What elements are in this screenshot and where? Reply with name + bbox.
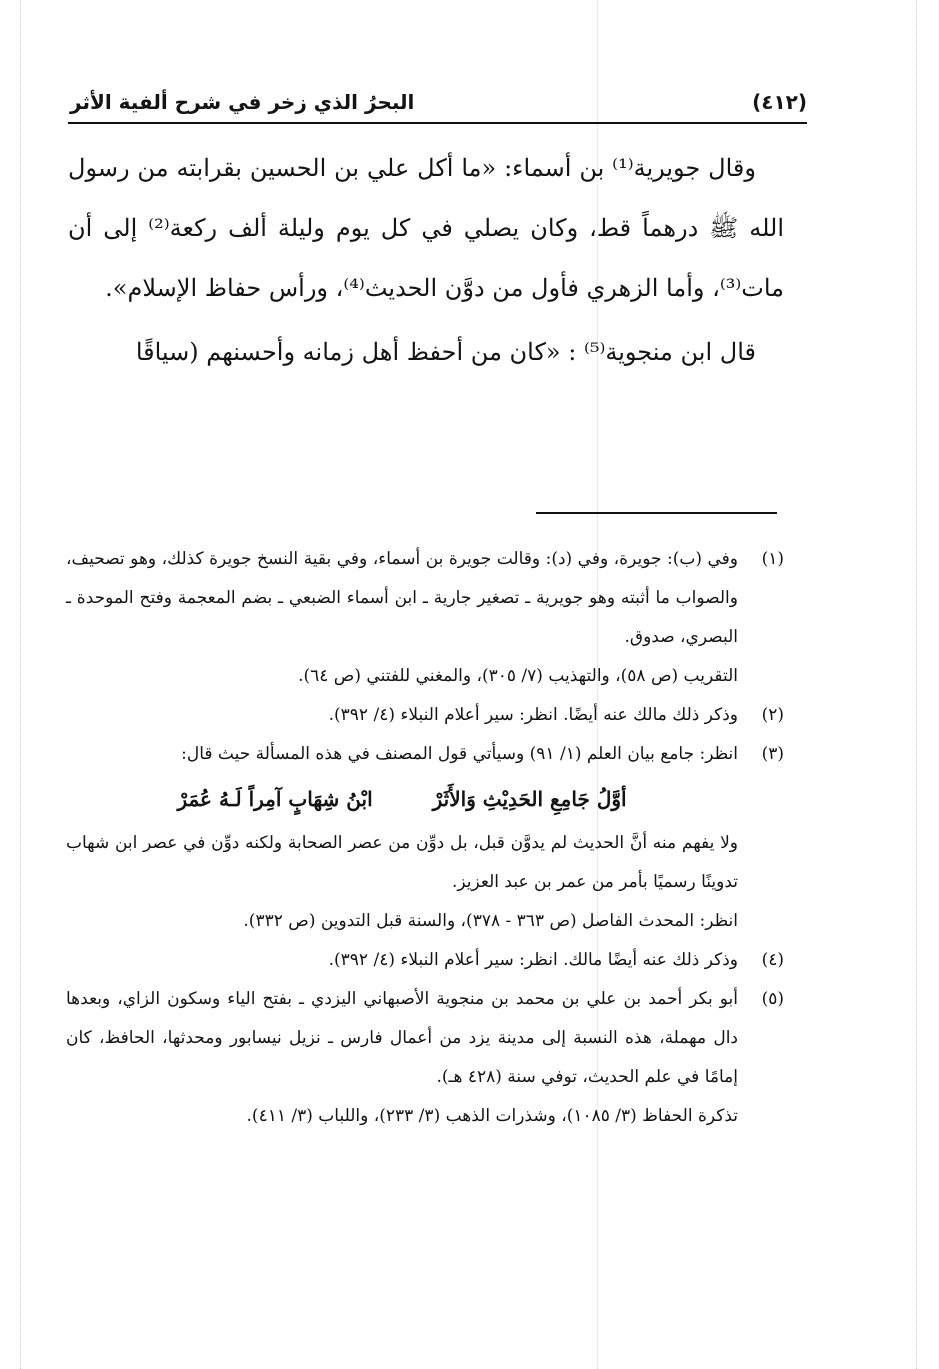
- scan-edge-left: [20, 0, 21, 1369]
- footnote-1: [66, 540, 784, 696]
- footnote-separator: [536, 512, 777, 514]
- footnote-text: التقريب (ص ٥٨)، والتهذيب (٧/ ٣٠٥)، والمغني للفتني (ص ٦٤).: [298, 666, 738, 686]
- footnote-text: وفي (ب): جويرة، وفي (د): وقالت جويرة بن أسماء، وفي بقية النسخ جويرة كذلك، وهو تصحيف، والصواب ما أثبته وهو جويرية ـ تصغير جارية ـ ابن أسماء الضبعي ـ بضم المعجمة وفتح الموحدة ـ البصري، صدوق.: [66, 549, 738, 647]
- main-text: [68, 138, 784, 382]
- footnote-4: [66, 941, 784, 980]
- footnote-number: (١): [761, 549, 784, 569]
- header-rule: [68, 122, 807, 124]
- running-header: [70, 84, 807, 120]
- footnote-text: أبو بكر أحمد بن علي بن محمد بن منجوية الأصبهاني اليزدي ـ بفتح الياء وسكون الزاي، وبعدها دال مهملة، هذه النسبة إلى مدينة يزد من أعمال فارس ـ نزيل نيسابور ومحدثها، الحافظ، كان إمامًا في علم الحديث، توفي سنة (٤٢٨ هـ).: [66, 989, 738, 1087]
- footnote-text: انظر: جامع بيان العلم (١/ ٩١) وسيأتي قول المصنف في هذه المسألة حيث قال:: [181, 744, 738, 764]
- page-number: (٤١٢): [752, 90, 807, 114]
- footnote-number: (٢): [761, 705, 784, 725]
- main-paragraph-1: وقال جويرية⁽¹⁾ بن أسماء: «ما أكل علي بن الحسين بقرابته من رسول الله ﷺ درهماً قط، وكان يصلي في كل يوم وليلة ألف ركعة⁽²⁾ إلى أن مات⁽³⁾، وأما الزهري فأول من دوَّن الحديث⁽⁴⁾، ورأس حفاظ الإسلام».: [68, 154, 784, 302]
- main-paragraph-2: قال ابن منجوية⁽⁵⁾ : «كان من أحفظ أهل زمانه وأحسنهم (سياقًا: [135, 338, 756, 366]
- footnote-text: تذكرة الحفاظ (٣/ ١٠٨٥)، وشذرات الذهب (٣/ ٢٣٣)، واللباب (٣/ ٤١١).: [246, 1106, 738, 1126]
- footnote-number: (٣): [761, 744, 784, 764]
- poetry-verse: [66, 776, 738, 822]
- footnote-2: [66, 696, 784, 735]
- running-title: البحرُ الذي زخر في شرح ألفية الأثر: [70, 90, 415, 114]
- footnotes: [66, 540, 784, 1136]
- verse-second-hemistich: ابْنُ شِهَابٍ آمِراً لَـهُ عُمَرْ: [177, 787, 373, 811]
- footnote-number: (٤): [761, 950, 784, 970]
- footnote-text: ولا يفهم منه أنَّ الحديث لم يدوَّن قبل، بل دوِّن من عصر الصحابة ولكنه دوِّن في عصر ابن شهاب تدوينًا رسميًا بأمر من عمر بن عبد العزيز.: [66, 833, 738, 892]
- verse-first-hemistich: أوَّلُ جَامِعِ الحَدِيْثِ وَالأَثَرْ: [432, 787, 627, 811]
- footnote-5: [66, 980, 784, 1136]
- footnote-text: وذكر ذلك عنه أيضًا مالك. انظر: سير أعلام النبلاء (٤/ ٣٩٢).: [328, 950, 738, 970]
- footnote-3: [66, 735, 784, 941]
- footnote-number: (٥): [761, 989, 784, 1009]
- footnote-text: وذكر ذلك مالك عنه أيضًا. انظر: سير أعلام النبلاء (٤/ ٣٩٢).: [328, 705, 738, 725]
- scan-edge-right: [916, 0, 917, 1369]
- footnote-text: انظر: المحدث الفاصل (ص ٣٦٣ - ٣٧٨)، والسنة قبل التدوين (ص ٣٣٢).: [243, 911, 738, 931]
